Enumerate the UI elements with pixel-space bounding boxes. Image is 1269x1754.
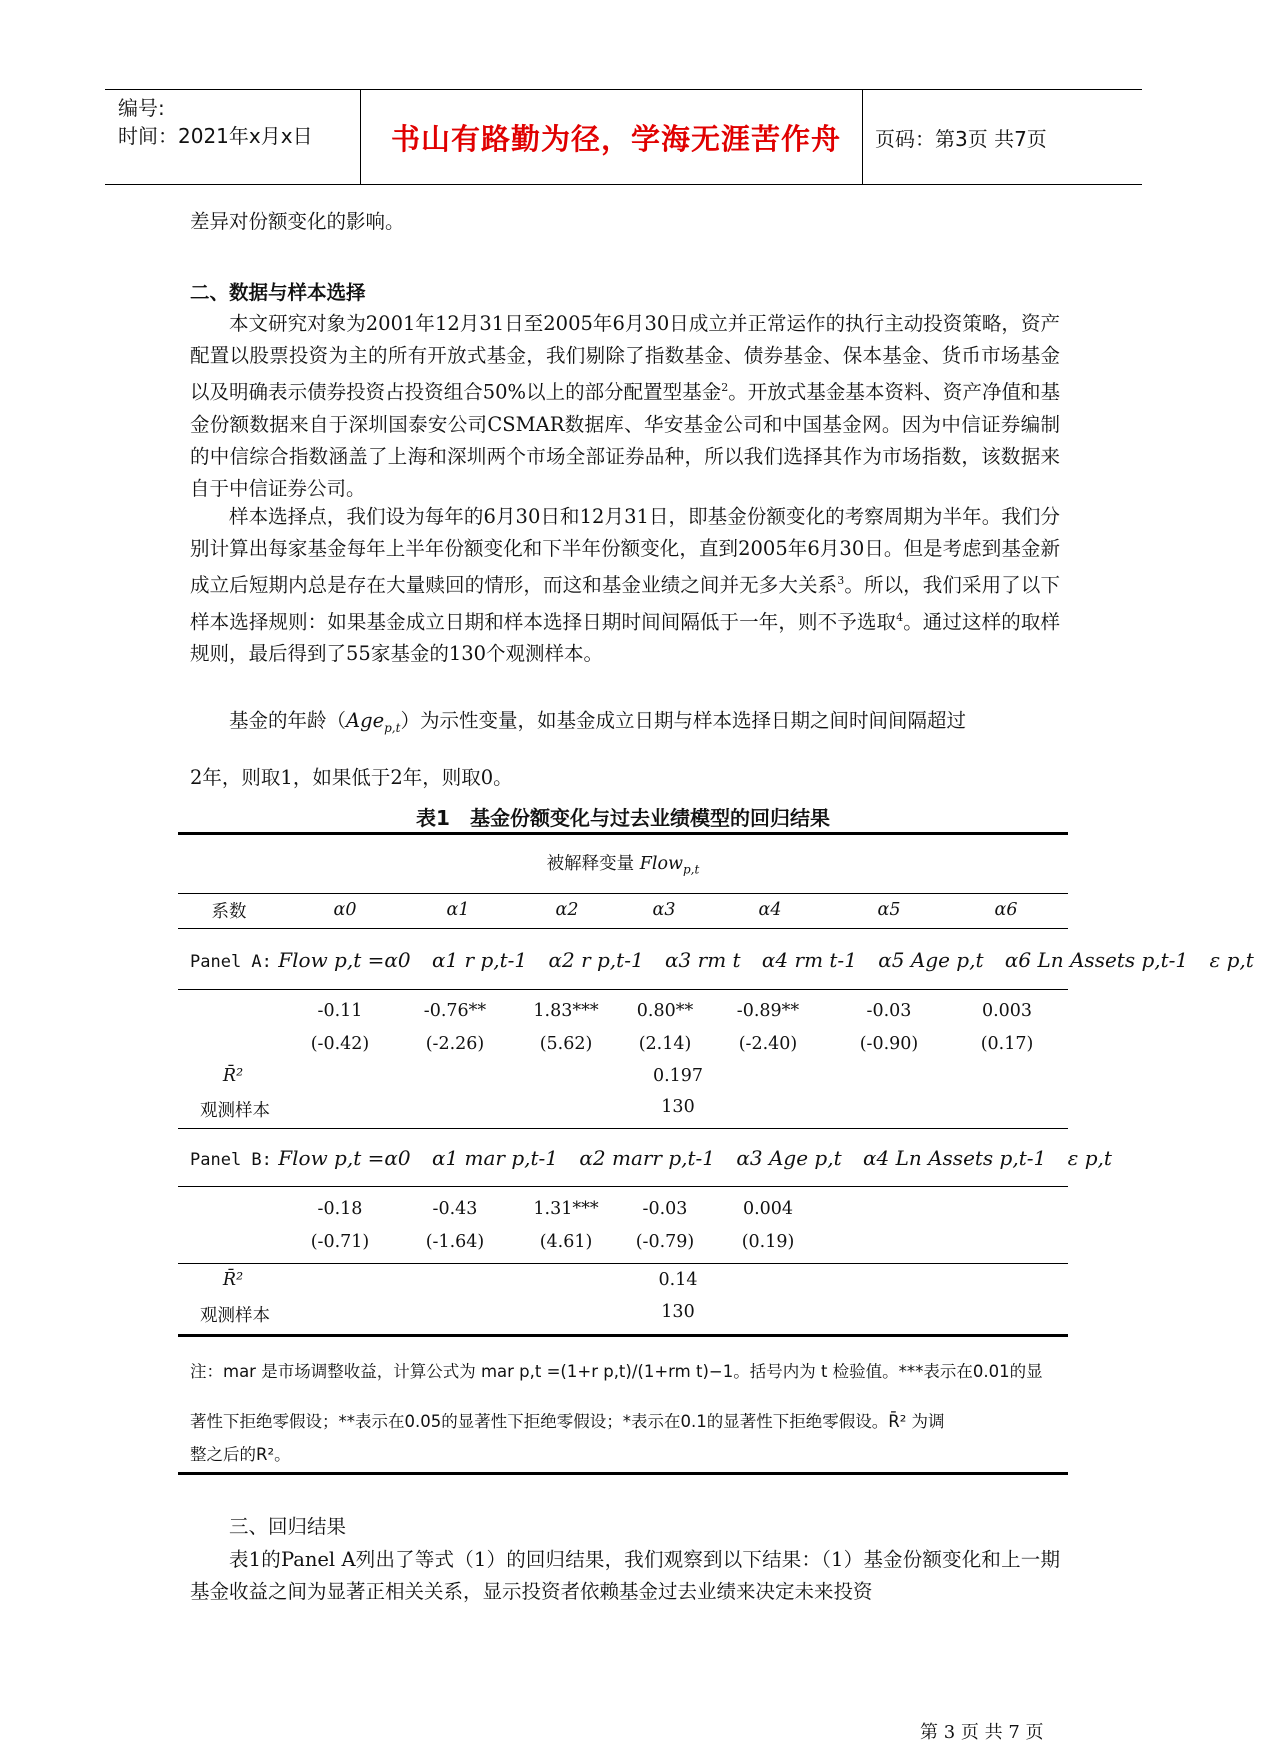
table-caption: 表1 基金份额变化与过去业绩模型的回归结果 [416, 806, 830, 830]
header-meta [118, 94, 313, 150]
para2-text-b: 。所以，我们采用了以下样本选择规则：如果基金成立日期和样本选择日期时间间隔低于一年，则不予选取 [190, 573, 1060, 633]
r2-value: 0.197 [652, 1066, 704, 1086]
para1-tail: 。开放式基金基本资料、资产净值和基金份额数据来自于深圳国泰安公司CSMAR数据库、华安基金公司和中国基金网。因为中信证券编制的中信综合指数涵盖了上海和深圳两个市场全部证券品种，所以我们选择其作为市场指数，该数据来自于中信证券公司。 [190, 380, 1060, 500]
table-cell: (2.14) [638, 1034, 692, 1054]
age-var-name: Age [346, 709, 385, 732]
equation-term: α1 mar p,t-1 [431, 1146, 559, 1170]
table-cell: (-2.40) [738, 1034, 798, 1054]
obs-value: 130 [661, 1097, 695, 1117]
para3-text-a: 基金的年龄（ [229, 709, 347, 732]
equation-term: α4 rm t-1 [761, 948, 857, 972]
table-cell: (5.62) [539, 1034, 593, 1054]
age-var-sub: p,t [384, 720, 401, 735]
footnote-ref[interactable]: 4 [896, 610, 904, 624]
table-rule [178, 1263, 1068, 1264]
table-cell: 0.003 [981, 1001, 1033, 1021]
header-motto: 书山有路勤为径，学海无涯苦作舟 [390, 121, 841, 156]
coef-name: α0 [333, 900, 357, 920]
panel-b-equation [190, 1146, 1127, 1170]
r2-label: R̄² [222, 1066, 244, 1086]
section-2-paragraph-3 [190, 705, 1060, 744]
section-2-paragraph-1 [190, 308, 1060, 505]
coef-name: α2 [555, 900, 579, 920]
equation-term: α4 Ln Assets p,t-1 [862, 1146, 1047, 1170]
panel-a-equation [190, 948, 1269, 972]
equation-term: ε p,t [1067, 1146, 1112, 1170]
table-note-line: 著性下拒绝零假设；**表示在0.05的显著性下拒绝零假设；*表示在0.1的显著性下拒绝零假设。R̄² 为调 [190, 1412, 945, 1431]
table-cell: (-0.90) [859, 1034, 919, 1054]
dependent-var-name: Flow [639, 854, 683, 874]
panel-b-label: Panel B: [190, 1150, 272, 1170]
r2-value: 0.14 [658, 1270, 698, 1290]
header-divider [360, 90, 361, 184]
intro-line: 差异对份额变化的影响。 [190, 210, 405, 233]
table-cell: -0.18 [317, 1199, 363, 1219]
obs-label: 观测样本 [200, 1101, 270, 1121]
page-header [105, 89, 1142, 185]
table-cell: (-1.64) [425, 1232, 485, 1252]
table-cell: -0.89** [736, 1001, 800, 1021]
equation-term: α6 Ln Assets p,t-1 [1004, 948, 1189, 972]
doc-time-label: 时间：2021年x月x日 [118, 124, 313, 148]
table-note-line: 整之后的R²。 [190, 1445, 291, 1464]
table-cell: (4.61) [539, 1232, 593, 1252]
table-top-rule [178, 832, 1068, 835]
footnote-ref[interactable]: 3 [837, 574, 845, 587]
coef-name: α1 [446, 900, 470, 920]
section-3-paragraph-1: 表1的Panel A列出了等式（1）的回归结果，我们观察到以下结果：（1）基金份额变化和上一期基金收益之间为显著正相关关系，显示投资者依赖基金过去业绩来决定未来投资 [190, 1548, 1060, 1603]
table-rule [178, 893, 1068, 894]
table-cell: 1.31*** [533, 1199, 599, 1219]
coef-name: α3 [652, 900, 676, 920]
page-footer: 第 3 页 共 7 页 [920, 1722, 1044, 1743]
equation-term: Flow p,t =α0 [278, 1146, 411, 1170]
table-rule [178, 928, 1068, 929]
table-cell: 0.80** [636, 1001, 694, 1021]
table-cell: -0.03 [642, 1199, 688, 1219]
header-divider [862, 90, 863, 184]
dependent-label: 被解释变量 [546, 854, 635, 874]
table-bottom-rule [178, 1334, 1068, 1337]
table-cell: 1.83*** [533, 1001, 599, 1021]
equation-term: α2 r p,t-1 [548, 948, 644, 972]
dependent-variable [178, 850, 1068, 877]
section-2-paragraph-2 [190, 501, 1060, 670]
panel-a-label: Panel A: [190, 952, 272, 972]
dependent-var [639, 854, 700, 877]
table-cell: (-2.26) [425, 1034, 485, 1054]
table-cell: 0.004 [742, 1199, 794, 1219]
equation-term: α3 Age p,t [736, 1146, 842, 1170]
dependent-var-sub: p,t [683, 862, 700, 877]
section-3-title: 三、回归结果 [229, 1515, 347, 1538]
obs-label: 观测样本 [200, 1306, 270, 1326]
equation-term: Flow p,t =α0 [278, 948, 411, 972]
equation-term: α1 r p,t-1 [431, 948, 528, 972]
table-cell: (0.19) [741, 1232, 795, 1252]
para2-text-c: 。通过这样的取样规则，最后得到了55家基金的130个观测样本。 [190, 610, 1060, 665]
table-cell: (-0.71) [310, 1232, 370, 1252]
equation-term: α3 rm t [665, 948, 741, 972]
table-cell: -0.43 [432, 1199, 478, 1219]
table-note-line: 注：mar 是市场调整收益，计算公式为 mar p,t =(1+r p,t)/(1+rm t)−1。括号内为 t 检验值。***表示在0.01的显 [190, 1362, 1043, 1381]
coef-header: 系数 [211, 902, 247, 922]
header-page-label: 页码：第3页 共7页 [875, 126, 1047, 151]
section-2-title: 二、数据与样本选择 [190, 281, 366, 304]
coef-name: α4 [758, 900, 782, 920]
table-rule [178, 989, 1068, 990]
table-rule [178, 1128, 1068, 1129]
equation-term: α2 marr p,t-1 [579, 1146, 716, 1170]
obs-value: 130 [661, 1302, 695, 1322]
equation-term: ε p,t [1209, 948, 1254, 972]
equation-term: α5 Age p,t [878, 948, 984, 972]
para2-text-a: 样本选择点，我们设为每年的6月30日和12月31日，即基金份额变化的考察周期为半年。我们分别计算出每家基金每年上半年份额变化和下半年份额变化，直到2005年6月30日。但是考虑到基金新成立后短期内总是存在大量赎回的情形，而这和基金业绩之间并无多大关系 [190, 505, 1060, 597]
table-cell: (-0.79) [635, 1232, 695, 1252]
table-cell: (-0.42) [310, 1034, 370, 1054]
table-cell: (0.17) [980, 1034, 1034, 1054]
age-variable [346, 709, 401, 735]
table-cell: -0.76** [423, 1001, 487, 1021]
table-rule [178, 1186, 1068, 1187]
coef-name: α5 [877, 900, 901, 920]
table-cell: -0.03 [866, 1001, 912, 1021]
para3-text-b: ）为示性变量，如基金成立日期与样本选择日期之间时间间隔超过 [400, 709, 966, 732]
footnote-ref[interactable]: 2 [721, 381, 729, 394]
doc-number-label: 编号: [118, 96, 165, 120]
note-bottom-rule [178, 1472, 1068, 1475]
coef-name: α6 [994, 900, 1018, 920]
table-cell: -0.11 [317, 1001, 363, 1021]
para1-text: 本文研究对象为2001年12月31日至2005年6月30日成立并正常运作的执行主动投资策略，资产配置以股票投资为主的所有开放式基金，我们剔除了指数基金、债券基金、保本基金、货币市场基金以及明确表示债券投资占投资组合50%以上的部分配置型基金 [190, 312, 1060, 404]
r2-label: R̄² [222, 1270, 244, 1290]
section-2-paragraph-3-end: 2年，则取1，如果低于2年，则取0。 [190, 766, 513, 789]
